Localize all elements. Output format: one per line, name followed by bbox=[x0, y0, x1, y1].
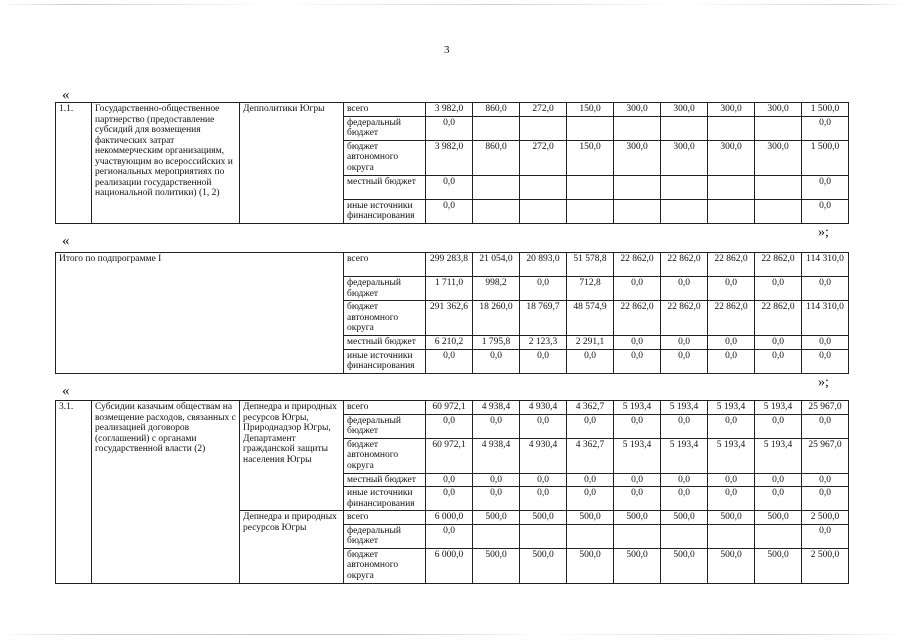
value-cell: 500,0 bbox=[614, 548, 661, 583]
value-cell: 48 574,9 bbox=[567, 301, 614, 336]
funding-source-cell: бюджет автономного округа bbox=[344, 301, 426, 336]
value-cell: 25 967,0 bbox=[802, 438, 849, 473]
value-cell bbox=[520, 116, 567, 140]
value-cell: 0,0 bbox=[661, 277, 708, 301]
value-cell: 60 972,1 bbox=[426, 401, 473, 415]
table-section-1-1-body bbox=[56, 103, 849, 224]
funding-source-cell: федеральный бюджет bbox=[344, 524, 426, 548]
value-cell: 0,0 bbox=[614, 414, 661, 438]
value-cell: 5 193,4 bbox=[708, 438, 755, 473]
value-cell bbox=[755, 524, 802, 548]
value-cell: 500,0 bbox=[755, 548, 802, 583]
value-cell bbox=[567, 175, 614, 199]
value-cell: 60 972,1 bbox=[426, 438, 473, 473]
value-cell: 300,0 bbox=[614, 140, 661, 175]
value-cell: 0,0 bbox=[708, 487, 755, 511]
value-cell: 0,0 bbox=[426, 487, 473, 511]
funding-source-cell: местный бюджет bbox=[344, 473, 426, 487]
value-cell: 0,0 bbox=[426, 414, 473, 438]
value-cell: 500,0 bbox=[708, 511, 755, 525]
value-cell: 860,0 bbox=[473, 103, 520, 117]
value-cell: 500,0 bbox=[755, 511, 802, 525]
value-cell: 22 862,0 bbox=[661, 253, 708, 277]
value-cell: 299 283,8 bbox=[426, 253, 473, 277]
value-cell bbox=[708, 524, 755, 548]
value-cell: 0,0 bbox=[802, 473, 849, 487]
value-cell: 6 210,2 bbox=[426, 336, 473, 350]
funding-source-cell: федеральный бюджет bbox=[344, 116, 426, 140]
value-cell: 0,0 bbox=[755, 473, 802, 487]
value-cell: 5 193,4 bbox=[661, 401, 708, 415]
value-cell: 860,0 bbox=[473, 140, 520, 175]
value-cell: 5 193,4 bbox=[614, 438, 661, 473]
value-cell: 0,0 bbox=[661, 336, 708, 350]
value-cell bbox=[708, 199, 755, 223]
funding-source-cell: иные источники финансирования bbox=[344, 349, 426, 373]
value-cell: 0,0 bbox=[755, 487, 802, 511]
value-cell: 0,0 bbox=[473, 473, 520, 487]
value-cell bbox=[473, 116, 520, 140]
funding-source-cell: всего bbox=[344, 103, 426, 117]
value-cell: 4 930,4 bbox=[520, 401, 567, 415]
value-cell bbox=[473, 199, 520, 223]
value-cell: 5 193,4 bbox=[755, 401, 802, 415]
value-cell: 114 310,0 bbox=[802, 301, 849, 336]
value-cell: 25 967,0 bbox=[802, 401, 849, 415]
value-cell: 0,0 bbox=[708, 414, 755, 438]
value-cell: 500,0 bbox=[661, 548, 708, 583]
value-cell bbox=[614, 199, 661, 223]
value-cell: 300,0 bbox=[661, 140, 708, 175]
value-cell: 300,0 bbox=[755, 103, 802, 117]
value-cell: 4 938,4 bbox=[473, 438, 520, 473]
value-cell: 300,0 bbox=[708, 103, 755, 117]
value-cell: 22 862,0 bbox=[661, 301, 708, 336]
value-cell: 0,0 bbox=[567, 487, 614, 511]
value-cell: 4 362,7 bbox=[567, 401, 614, 415]
value-cell: 300,0 bbox=[661, 103, 708, 117]
value-cell: 22 862,0 bbox=[614, 301, 661, 336]
value-cell: 0,0 bbox=[567, 473, 614, 487]
funding-source-cell: всего bbox=[344, 253, 426, 277]
funding-source-cell: местный бюджет bbox=[344, 336, 426, 350]
value-cell: 300,0 bbox=[755, 140, 802, 175]
value-cell: 0,0 bbox=[802, 116, 849, 140]
subprogram-total-label: Итого по подпрограмме I bbox=[56, 253, 344, 374]
measure-name-cell: Государственно-общественное партнерство (предоставление субсидий для возмещения фактических затрат некоммерческим организациям, участвующим во всероссийских и региональных мероприятиях по реализации государственной национальной политики) (1, 2) bbox=[92, 103, 240, 224]
value-cell: 291 362,6 bbox=[426, 301, 473, 336]
value-cell: 0,0 bbox=[473, 487, 520, 511]
value-cell: 0,0 bbox=[614, 277, 661, 301]
value-cell: 21 054,0 bbox=[473, 253, 520, 277]
value-cell bbox=[708, 175, 755, 199]
value-cell bbox=[520, 175, 567, 199]
executor-cell: Депнедра и природных ресурсов Югры, Природнадзор Югры, Департамент гражданской защиты населения Югры bbox=[240, 401, 344, 511]
value-cell: 2 500,0 bbox=[802, 548, 849, 583]
value-cell bbox=[520, 199, 567, 223]
value-cell: 0,0 bbox=[755, 349, 802, 373]
value-cell: 0,0 bbox=[661, 487, 708, 511]
value-cell bbox=[614, 175, 661, 199]
value-cell: 500,0 bbox=[614, 511, 661, 525]
value-cell: 0,0 bbox=[661, 473, 708, 487]
closing-quote: »; bbox=[818, 225, 829, 240]
value-cell: 6 000,0 bbox=[426, 548, 473, 583]
funding-source-cell: иные источники финансирования bbox=[344, 199, 426, 223]
value-cell bbox=[755, 175, 802, 199]
value-cell: 500,0 bbox=[473, 511, 520, 525]
value-cell: 0,0 bbox=[520, 473, 567, 487]
value-cell: 3 982,0 bbox=[426, 140, 473, 175]
value-cell: 2 291,1 bbox=[567, 336, 614, 350]
opening-quote: « bbox=[62, 233, 70, 249]
value-cell: 500,0 bbox=[520, 511, 567, 525]
value-cell: 0,0 bbox=[614, 473, 661, 487]
value-cell: 22 862,0 bbox=[755, 301, 802, 336]
value-cell bbox=[614, 116, 661, 140]
table-row bbox=[56, 103, 849, 117]
table-section-3-1 bbox=[55, 400, 849, 584]
value-cell: 51 578,8 bbox=[567, 253, 614, 277]
value-cell: 500,0 bbox=[661, 511, 708, 525]
value-cell: 0,0 bbox=[802, 175, 849, 199]
value-cell: 3 982,0 bbox=[426, 103, 473, 117]
value-cell: 0,0 bbox=[520, 349, 567, 373]
value-cell: 0,0 bbox=[802, 487, 849, 511]
table-subprogram-total-body bbox=[56, 253, 849, 374]
value-cell: 500,0 bbox=[708, 548, 755, 583]
value-cell: 0,0 bbox=[520, 277, 567, 301]
value-cell: 0,0 bbox=[614, 336, 661, 350]
value-cell: 500,0 bbox=[567, 511, 614, 525]
table-section-3-1-body bbox=[56, 401, 849, 584]
value-cell: 0,0 bbox=[661, 349, 708, 373]
value-cell: 0,0 bbox=[708, 336, 755, 350]
value-cell bbox=[567, 116, 614, 140]
value-cell: 5 193,4 bbox=[614, 401, 661, 415]
value-cell: 998,2 bbox=[473, 277, 520, 301]
value-cell: 5 193,4 bbox=[708, 401, 755, 415]
value-cell: 4 362,7 bbox=[567, 438, 614, 473]
value-cell: 0,0 bbox=[520, 414, 567, 438]
scan-artifact-top bbox=[0, 4, 905, 5]
value-cell: 2 500,0 bbox=[802, 511, 849, 525]
page-number: 3 bbox=[444, 44, 450, 56]
value-cell: 0,0 bbox=[802, 349, 849, 373]
table-section-1-1 bbox=[55, 102, 849, 224]
value-cell bbox=[755, 199, 802, 223]
value-cell: 0,0 bbox=[802, 336, 849, 350]
value-cell bbox=[661, 199, 708, 223]
value-cell bbox=[661, 175, 708, 199]
value-cell: 0,0 bbox=[708, 473, 755, 487]
value-cell: 0,0 bbox=[567, 349, 614, 373]
value-cell bbox=[661, 524, 708, 548]
value-cell: 272,0 bbox=[520, 103, 567, 117]
value-cell: 0,0 bbox=[426, 175, 473, 199]
value-cell: 0,0 bbox=[802, 277, 849, 301]
table-row bbox=[56, 253, 849, 277]
value-cell: 0,0 bbox=[426, 199, 473, 223]
funding-source-cell: местный бюджет bbox=[344, 175, 426, 199]
value-cell: 1 500,0 bbox=[802, 103, 849, 117]
value-cell: 0,0 bbox=[614, 487, 661, 511]
value-cell: 5 193,4 bbox=[661, 438, 708, 473]
value-cell bbox=[567, 524, 614, 548]
row-number-cell: 3.1. bbox=[56, 401, 92, 584]
value-cell bbox=[520, 524, 567, 548]
value-cell: 150,0 bbox=[567, 140, 614, 175]
value-cell: 0,0 bbox=[755, 414, 802, 438]
funding-source-cell: бюджет автономного округа bbox=[344, 140, 426, 175]
value-cell: 18 769,7 bbox=[520, 301, 567, 336]
value-cell bbox=[614, 524, 661, 548]
value-cell: 0,0 bbox=[520, 487, 567, 511]
value-cell: 2 123,3 bbox=[520, 336, 567, 350]
value-cell: 20 893,0 bbox=[520, 253, 567, 277]
value-cell: 0,0 bbox=[614, 349, 661, 373]
value-cell: 0,0 bbox=[473, 414, 520, 438]
executor-cell: Депнедра и природных ресурсов Югры bbox=[240, 511, 344, 584]
funding-source-cell: бюджет автономного округа bbox=[344, 438, 426, 473]
value-cell: 22 862,0 bbox=[755, 253, 802, 277]
value-cell: 0,0 bbox=[567, 414, 614, 438]
value-cell bbox=[473, 524, 520, 548]
table-row bbox=[56, 401, 849, 415]
value-cell: 500,0 bbox=[520, 548, 567, 583]
value-cell: 300,0 bbox=[708, 140, 755, 175]
value-cell: 114 310,0 bbox=[802, 253, 849, 277]
value-cell: 0,0 bbox=[426, 349, 473, 373]
value-cell bbox=[473, 175, 520, 199]
value-cell: 4 930,4 bbox=[520, 438, 567, 473]
value-cell: 22 862,0 bbox=[708, 253, 755, 277]
value-cell: 0,0 bbox=[708, 277, 755, 301]
opening-quote: « bbox=[62, 87, 70, 103]
value-cell: 500,0 bbox=[473, 548, 520, 583]
value-cell: 1 795,8 bbox=[473, 336, 520, 350]
table-subprogram-total bbox=[55, 252, 849, 374]
value-cell: 0,0 bbox=[802, 524, 849, 548]
value-cell: 0,0 bbox=[802, 199, 849, 223]
value-cell: 0,0 bbox=[755, 277, 802, 301]
value-cell: 22 862,0 bbox=[614, 253, 661, 277]
value-cell: 300,0 bbox=[614, 103, 661, 117]
value-cell: 712,8 bbox=[567, 277, 614, 301]
value-cell: 0,0 bbox=[426, 524, 473, 548]
row-number-cell: 1.1. bbox=[56, 103, 92, 224]
value-cell: 1 711,0 bbox=[426, 277, 473, 301]
value-cell: 0,0 bbox=[426, 116, 473, 140]
funding-source-cell: всего bbox=[344, 511, 426, 525]
value-cell bbox=[708, 116, 755, 140]
value-cell: 18 260,0 bbox=[473, 301, 520, 336]
value-cell: 272,0 bbox=[520, 140, 567, 175]
funding-source-cell: бюджет автономного округа bbox=[344, 548, 426, 583]
value-cell: 22 862,0 bbox=[708, 301, 755, 336]
funding-source-cell: федеральный бюджет bbox=[344, 414, 426, 438]
scan-artifact-bottom bbox=[0, 634, 905, 635]
value-cell: 4 938,4 bbox=[473, 401, 520, 415]
value-cell bbox=[755, 116, 802, 140]
funding-source-cell: всего bbox=[344, 401, 426, 415]
funding-source-cell: федеральный бюджет bbox=[344, 277, 426, 301]
value-cell: 0,0 bbox=[708, 349, 755, 373]
funding-source-cell: иные источники финансирования bbox=[344, 487, 426, 511]
value-cell: 0,0 bbox=[755, 336, 802, 350]
closing-quote: »; bbox=[818, 375, 829, 390]
value-cell: 6 000,0 bbox=[426, 511, 473, 525]
executor-cell: Депполитики Югры bbox=[240, 103, 344, 224]
opening-quote: « bbox=[62, 383, 70, 399]
measure-name-cell: Субсидии казачьим обществам на возмещение расходов, связанных с реализацией договоров (соглашений) с органами государственной власти (2) bbox=[92, 401, 240, 584]
value-cell: 5 193,4 bbox=[755, 438, 802, 473]
value-cell: 500,0 bbox=[567, 548, 614, 583]
value-cell: 1 500,0 bbox=[802, 140, 849, 175]
value-cell bbox=[661, 116, 708, 140]
value-cell bbox=[567, 199, 614, 223]
value-cell: 0,0 bbox=[802, 414, 849, 438]
value-cell: 0,0 bbox=[426, 473, 473, 487]
value-cell: 150,0 bbox=[567, 103, 614, 117]
value-cell: 0,0 bbox=[473, 349, 520, 373]
value-cell: 0,0 bbox=[661, 414, 708, 438]
